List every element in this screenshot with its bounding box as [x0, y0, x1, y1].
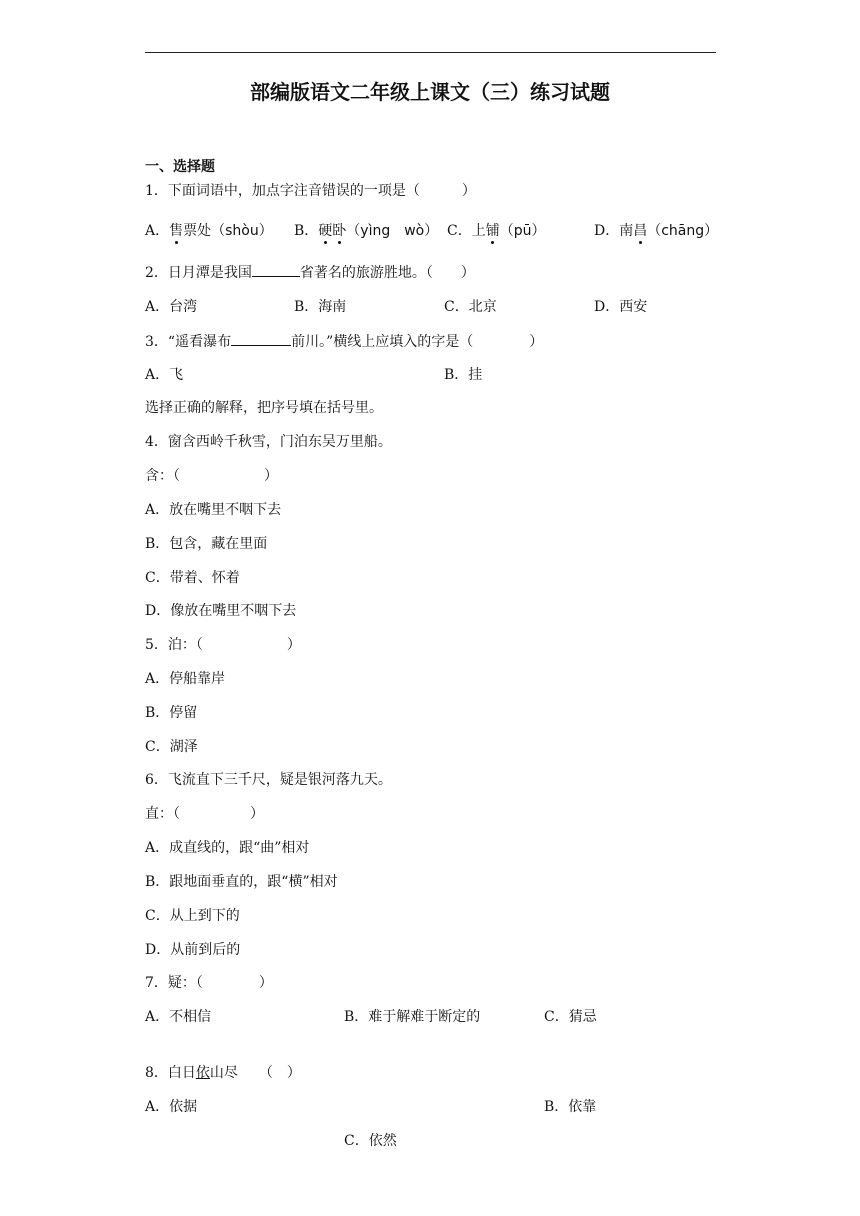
section-heading: 一、选择题: [145, 159, 215, 175]
q3-option-b[interactable]: B．挂: [444, 367, 483, 383]
pinyin: shòu: [225, 223, 259, 239]
q7-option-a[interactable]: A．不相信: [145, 1009, 212, 1025]
page-title: 部编版语文二年级上课文（三）练习试题: [250, 80, 610, 104]
fill-blank[interactable]: [231, 331, 291, 346]
q1-option-c[interactable]: C．上铺（pū）: [447, 223, 546, 239]
question-6-stem: 6．飞流直下三千尺，疑是银河落九天。: [145, 772, 392, 788]
q6-option-c[interactable]: C．从上到下的: [145, 908, 240, 924]
question-4-sub: 含：（ ）: [145, 468, 278, 484]
instruction-text: 选择正确的解释，把序号填在括号里。: [145, 400, 383, 416]
dotted-char: 卧: [332, 223, 347, 239]
q1-option-a[interactable]: A．售票处（shòu）: [145, 223, 273, 239]
q2-option-b[interactable]: B．海南: [294, 299, 347, 315]
q2-option-c[interactable]: C．北京: [444, 299, 497, 315]
q4-option-c[interactable]: C．带着、怀着: [145, 570, 240, 586]
question-4-stem: 4．窗含西岭千秋雪，门泊东吴万里船。: [145, 434, 392, 450]
underlined-char: 依: [195, 1065, 210, 1081]
q5-option-c[interactable]: C．湖泽: [145, 739, 198, 755]
q7-option-b[interactable]: B．难于解难于断定的: [344, 1009, 481, 1025]
q4-option-d[interactable]: D．像放在嘴里不咽下去: [145, 603, 297, 619]
question-7-stem: 7．疑：（ ）: [145, 975, 273, 991]
question-3-stem: 3．“遥看瀑布 前川。”横线上应填入的字是（ ）: [145, 331, 543, 352]
q8-option-a[interactable]: A．依据: [145, 1099, 198, 1115]
q8-option-c[interactable]: C．依然: [344, 1133, 397, 1149]
question-2-stem: 2．日月潭是我国 省著名的旅游胜地。（ ）: [145, 262, 475, 283]
question-8-stem: 8．白日依山尽 （ ）: [145, 1065, 301, 1081]
q4-option-b[interactable]: B．包含，藏在里面: [145, 536, 268, 552]
q7-option-c[interactable]: C．猜忌: [544, 1009, 597, 1025]
q5-option-b[interactable]: B．停留: [145, 705, 198, 721]
q4-option-a[interactable]: A．放在嘴里不咽下去: [145, 502, 282, 518]
pinyin: pū: [513, 223, 532, 239]
dotted-char: 昌: [633, 223, 648, 239]
question-5-stem: 5．泊：（ ）: [145, 637, 301, 653]
fill-blank[interactable]: [252, 262, 300, 277]
pinyin: chāng: [661, 223, 705, 239]
q1-option-b[interactable]: B．硬卧（yìng wò）: [294, 223, 439, 239]
dotted-char: 铺: [485, 223, 500, 239]
q8-option-b[interactable]: B．依靠: [544, 1099, 597, 1115]
pinyin: yìng wò: [360, 223, 425, 239]
q6-option-a[interactable]: A．成直线的，跟“曲”相对: [145, 840, 310, 856]
q3-option-a[interactable]: A．飞: [145, 367, 184, 383]
header-rule: [145, 52, 716, 53]
q5-option-a[interactable]: A．停船靠岸: [145, 671, 226, 687]
q1-option-d[interactable]: D．南昌（chāng）: [594, 223, 719, 239]
q6-option-d[interactable]: D．从前到后的: [145, 942, 241, 958]
q2-option-d[interactable]: D．西安: [594, 299, 648, 315]
dotted-char: 硬: [318, 223, 333, 239]
q6-option-b[interactable]: B．跟地面垂直的，跟“横”相对: [145, 874, 338, 890]
dotted-char: 售: [169, 223, 184, 239]
question-6-sub: 直：（ ）: [145, 806, 264, 822]
question-1-stem: 1．下面词语中，加点字注音错误的一项是（ ）: [145, 183, 476, 199]
q2-option-a[interactable]: A．台湾: [145, 299, 198, 315]
